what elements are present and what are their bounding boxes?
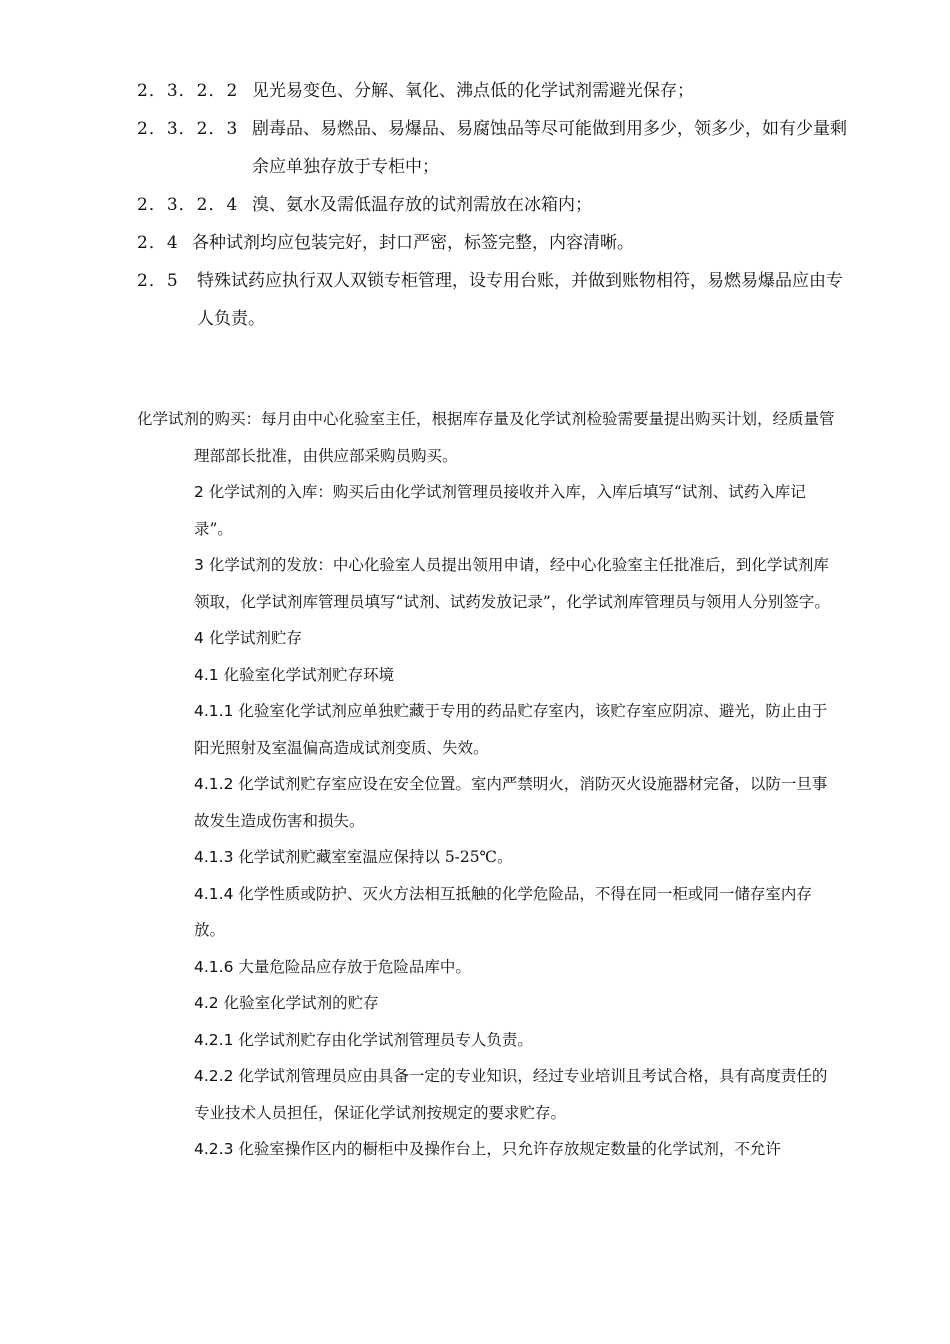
clause-2-3-2-4	[137, 186, 857, 224]
clause-number: 2．4	[137, 233, 179, 253]
clause-text: 各种试剂均应包装完好，封口严密，标签完整，内容清晰。	[192, 233, 634, 253]
paragraph-reagent-purchase	[137, 401, 842, 474]
paragraph-4-1-6	[137, 949, 842, 986]
clause-2-5	[137, 262, 857, 338]
clause-number: 2．3．2．4	[137, 195, 239, 215]
paragraph-number: 3	[194, 556, 204, 574]
paragraph-number: 4.1.3	[194, 848, 234, 866]
paragraph-number: 4.2.1	[194, 1030, 234, 1049]
paragraph-text: 化验室化学试剂的贮存	[223, 994, 379, 1012]
paragraph-number: 4	[194, 629, 204, 647]
paragraph-text: 大量危险品应存放于危险品库中。	[238, 957, 471, 976]
paragraph-text: 化学试剂贮存由化学试剂管理员专人负责。	[238, 1030, 533, 1049]
clause-number: 2．3．2．3	[137, 119, 239, 139]
paragraph-number: 4.2	[194, 994, 219, 1012]
paragraph-4-2-3	[137, 1131, 842, 1168]
paragraph-4-2-2	[137, 1058, 842, 1131]
paragraph-text: 化学试剂的购买：每月由中心化验室主任，根据库存量及化学试剂检验需要量提出购买计划，经质量管理部部长批准，由供应部采购员购买。	[137, 410, 835, 465]
paragraph-text: 化学试剂贮存室应设在安全位置。室内严禁明火，消防灭火设施器材完备，以防一旦事故发生造成伤害和损失。	[194, 775, 828, 830]
paragraph-text: 化验室化学试剂贮存环境	[223, 665, 395, 684]
clause-number: 2．3．2．2	[137, 81, 239, 101]
clause-text: 剧毒品、易燃品、易爆品、易腐蚀品等尽可能做到用多少，领多少，如有少量剩余应单独存放于专柜中；	[252, 119, 847, 177]
clause-text: 溴、氨水及需低温存放的试剂需放在冰箱内；	[252, 195, 592, 215]
paragraph-3	[137, 547, 842, 620]
procedure-body	[137, 401, 842, 1168]
paragraph-number: 2	[194, 483, 204, 501]
clause-2-3-2-3	[137, 110, 857, 186]
paragraph-4-1-2	[137, 766, 842, 839]
paragraph-text: 化学试剂贮存	[208, 629, 302, 647]
paragraph-2	[137, 474, 842, 547]
paragraph-number: 4.1	[194, 665, 219, 684]
paragraph-text: 化学试剂贮藏室室温应保持以 5-25℃。	[238, 848, 513, 866]
clause-text: 见光易变色、分解、氧化、沸点低的化学试剂需避光保存；	[252, 81, 694, 101]
paragraph-text: 化学试剂的发放：中心化验室人员提出领用申请，经中心化验室主任批准后，到化学试剂库领取，化学试剂库管理员填写“试剂、试药发放记录”，化学试剂库管理员与领用人分别签字。	[194, 556, 830, 611]
paragraph-text: 化验室化学试剂应单独贮藏于专用的药品贮存室内，该贮存室应阴凉、避光，防止由于阳光照射及室温偏高造成试剂变质、失效。	[194, 702, 828, 757]
clause-2-4	[137, 224, 857, 262]
paragraph-number: 4.2.3	[194, 1140, 234, 1158]
paragraph-text: 化学性质或防护、灭火方法相互抵触的化学危险品，不得在同一柜或同一储存室内存放。	[194, 884, 812, 939]
clause-2-3-2-2	[137, 72, 857, 110]
paragraph-4-1-4	[137, 876, 842, 949]
paragraph-4	[137, 620, 842, 657]
paragraph-4-1-3	[137, 839, 842, 876]
paragraph-text: 化学试剂的入库：购买后由化学试剂管理员接收并入库，入库后填写“试剂、试药入库记录”。	[194, 483, 806, 538]
paragraph-4-1	[137, 657, 842, 694]
paragraph-number: 4.1.2	[194, 775, 234, 793]
paragraph-4-2-1	[137, 1022, 842, 1059]
paragraph-4-1-1	[137, 693, 842, 766]
paragraph-number: 4.1.1	[194, 702, 234, 720]
paragraph-number: 4.1.4	[194, 884, 234, 903]
paragraph-4-2	[137, 985, 842, 1022]
paragraph-text: 化验室操作区内的橱柜中及操作台上，只允许存放规定数量的化学试剂，不允许	[238, 1140, 781, 1158]
paragraph-number: 4.2.2	[194, 1067, 234, 1085]
paragraph-number: 4.1.6	[194, 957, 234, 976]
paragraph-text: 化学试剂管理员应由具备一定的专业知识，经过专业培训且考试合格，具有高度责任的专业技术人员担任，保证化学试剂按规定的要求贮存。	[194, 1067, 828, 1122]
clause-text: 特殊试药应执行双人双锁专柜管理，设专用台账，并做到账物相符，易燃易爆品应由专人负责。	[197, 271, 843, 329]
clause-number: 2．5	[137, 271, 179, 291]
